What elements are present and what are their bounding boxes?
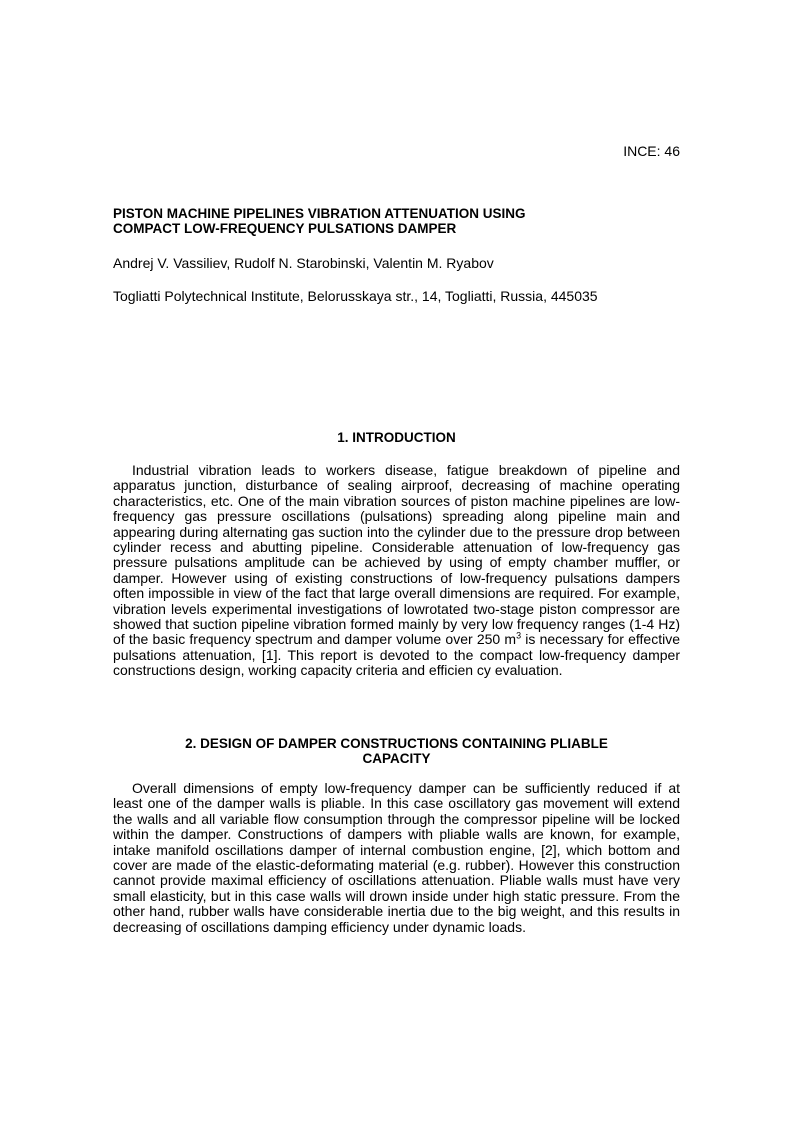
cubic-superscript: 3 [516, 630, 522, 641]
section-heading-line-1: 2. DESIGN OF DAMPER CONSTRUCTIONS CONTAINING PLIABLE [185, 736, 608, 751]
section-heading-damper-design [113, 736, 680, 766]
introduction-text-part-1: Industrial vibration leads to workers disease, fatigue breakdown of pipeline and apparatus junction, disturbance of sealing airproof, decreasing of machine operating characteristics, etc. One of the main vibration sources of piston machine pipelines are low-frequency gas pressure oscillations (pulsations) spreading along pipeline main and appearing during alternating gas suction into the cylinder due to the pressure drop between cylinder recess and abutting pipeline. Considerable attenuation of low-frequency gas pressure pulsations amplitude can be achieved by using of empty chamber muffler, or damper. However using of existing constructions of low-frequency pulsations dampers often impossible in view of the fact that large overall dimensions are required. For example, vibration levels experimental investigations of lowrotated two-stage piston compressor are showed that suction pipeline vibration formed mainly by very low frequency ranges (1-4 Hz) of the basic frequency spectrum and damper volume over 250 m [113, 462, 680, 648]
introduction-text-part-2: is necessary for effective pulsations attenuation, [1]. This report is devoted to the compact low-frequency damper constructions design, working capacity criteria and efficien cy evaluation. [113, 631, 681, 679]
section-heading-introduction: 1. INTRODUCTION [337, 430, 456, 445]
introduction-paragraph [113, 463, 680, 679]
authors: Andrej V. Vassiliev, Rudolf N. Starobinski, Valentin M. Ryabov [113, 255, 494, 271]
damper-design-paragraph: Overall dimensions of empty low-frequency damper can be sufficiently reduced if at least one of the damper walls is pliable. In this case oscillatory gas movement will extend the walls and all variable flow consumption through the compressor pipeline will be locked within the damper. Constructions of dampers with pliable walls are known, for example, intake manifold oscillations damper of internal combustion engine, [2], which bottom and cover are made of the elastic-deformating material (e.g. rubber). However this construction cannot provide maximal efficiency of oscillations attenuation. Pliable walls must have very small elasticity, but in this case walls will drown inside under high static pressure. From the other hand, rubber walls have considerable inertia due to the big weight, and this results in decreasing of oscillations damping efficiency under dynamic loads. [113, 780, 680, 935]
paper-title-line-1: PISTON MACHINE PIPELINES VIBRATION ATTENUATION USING [113, 206, 526, 221]
section-heading-line-2: CAPACITY [362, 751, 431, 766]
paper-title [113, 206, 680, 236]
paper-title-line-2: COMPACT LOW-FREQUENCY PULSATIONS DAMPER [113, 221, 457, 236]
paper-id: INCE: 46 [623, 143, 680, 159]
affiliation: Togliatti Polytechnical Institute, Belorusskaya str., 14, Togliatti, Russia, 445035 [113, 288, 598, 304]
